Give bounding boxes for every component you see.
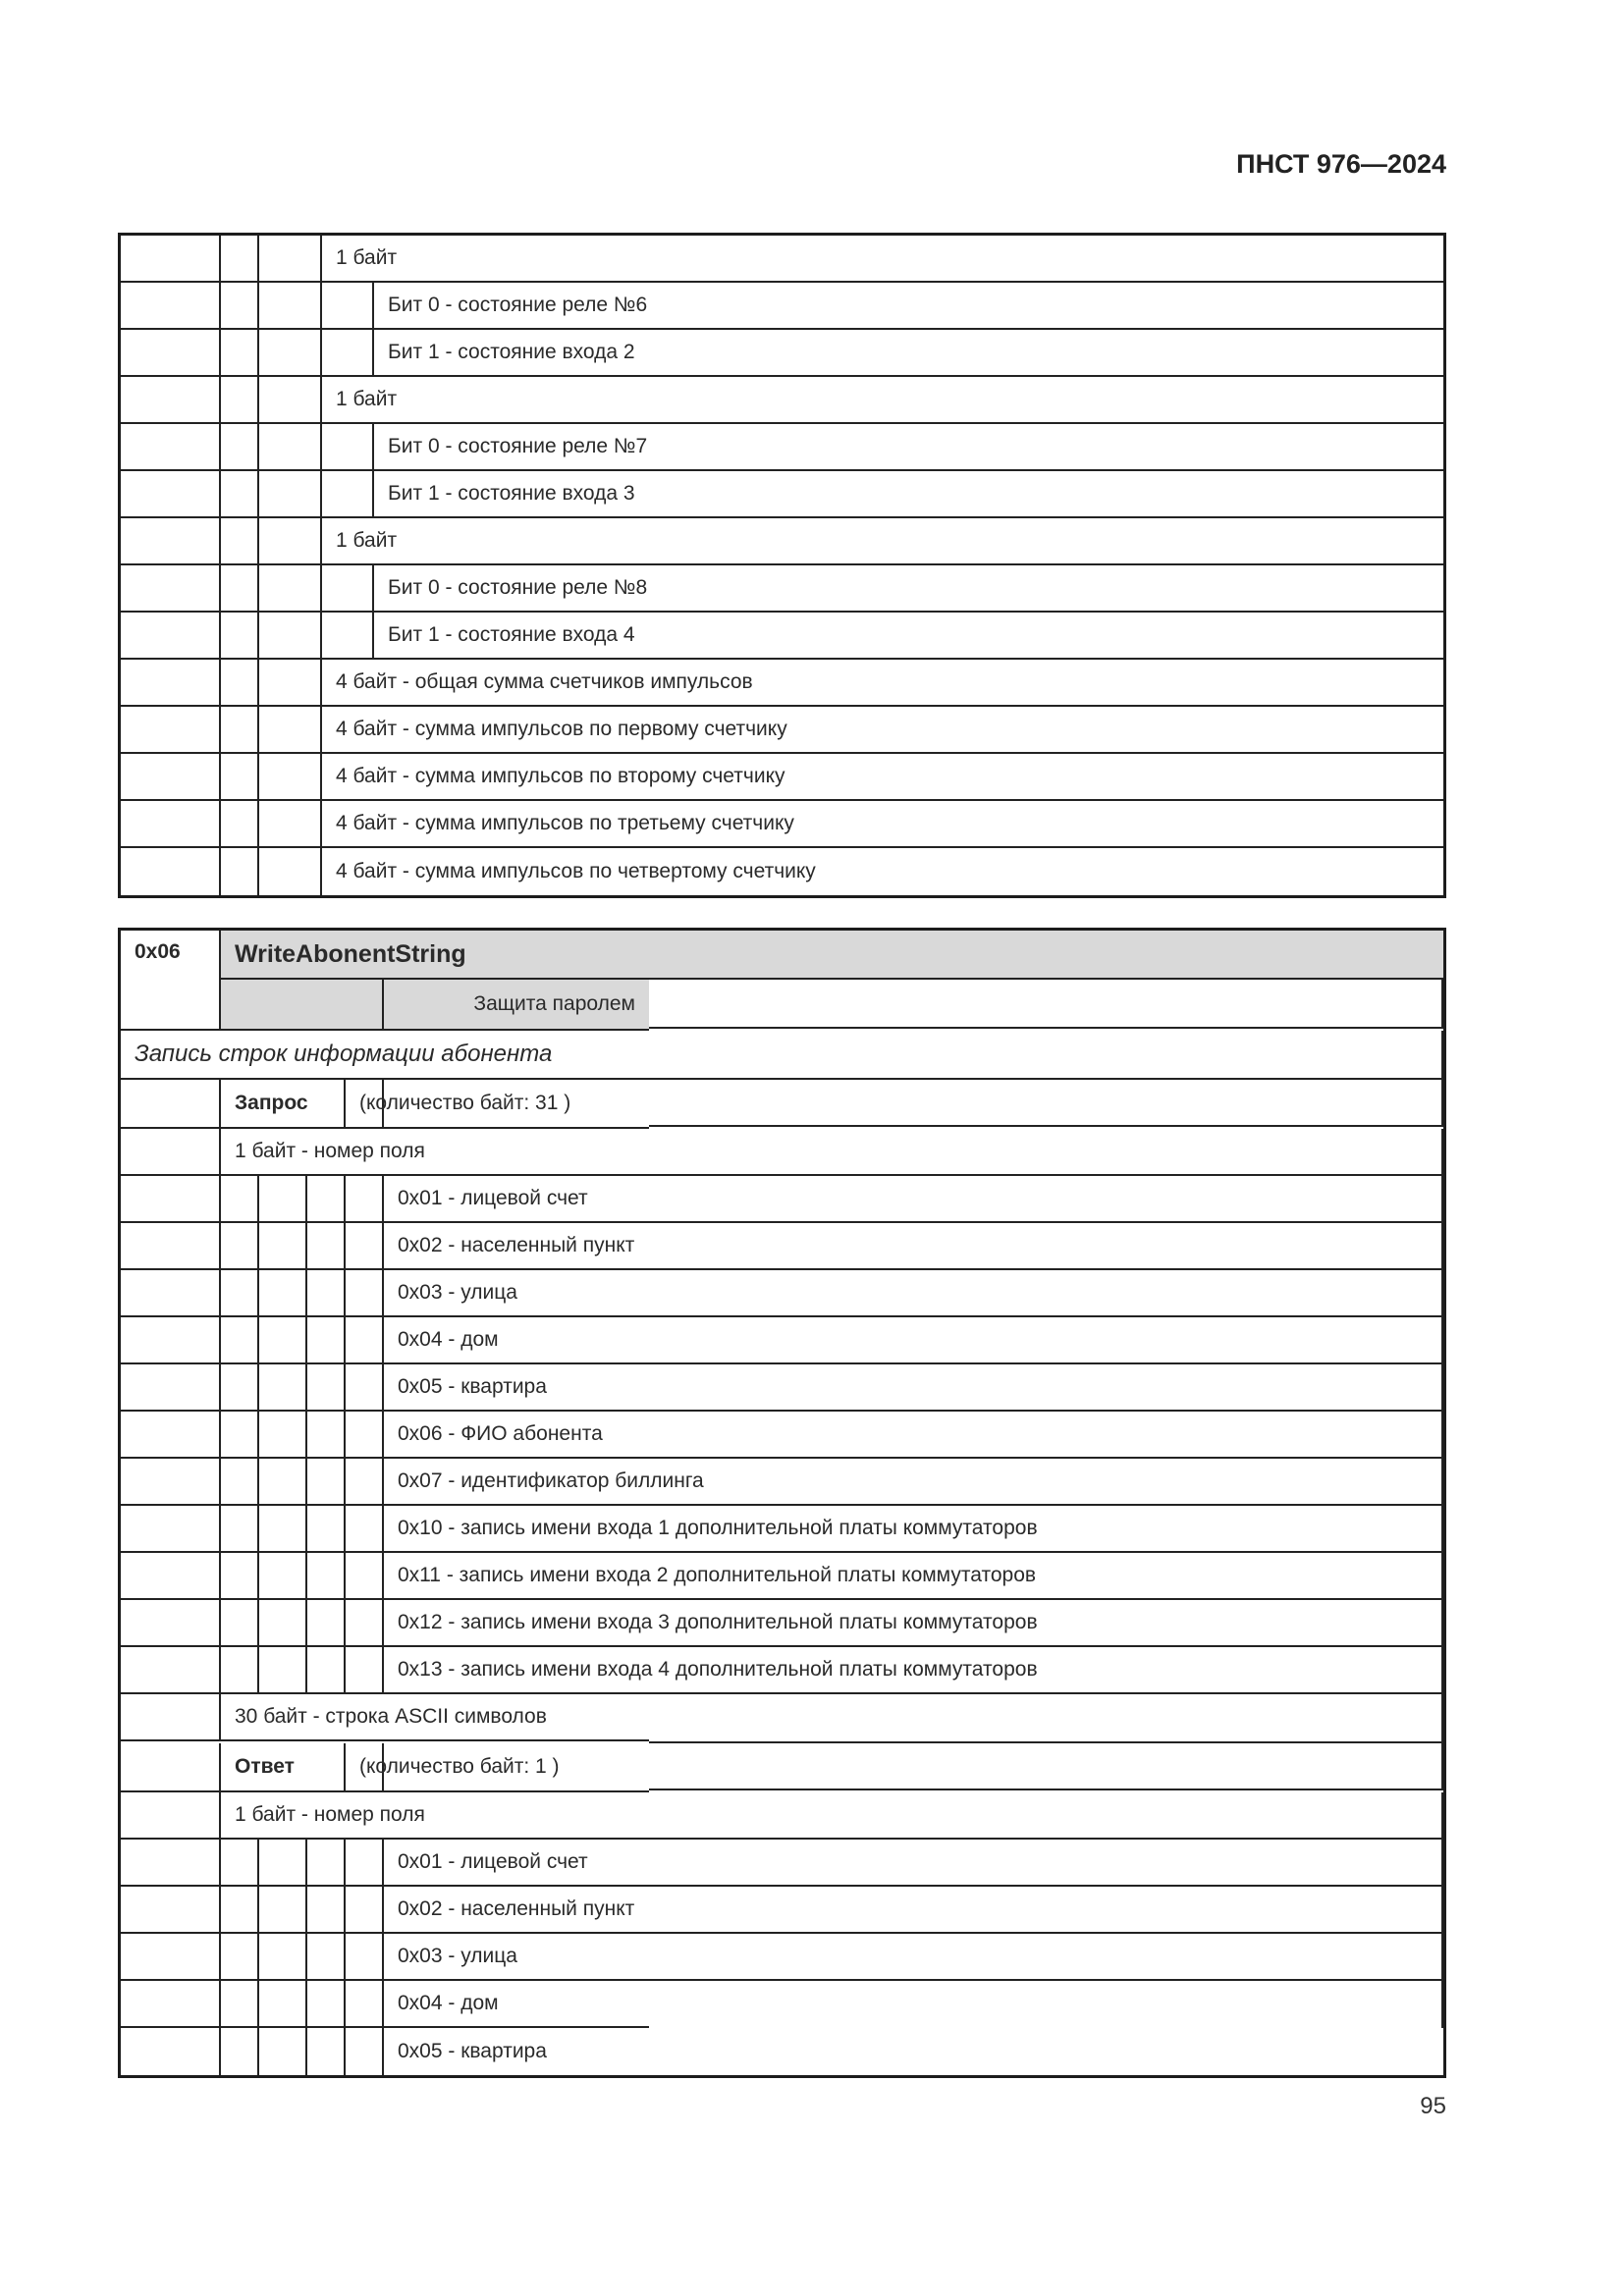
field-option: 0x03 - улица [384,1934,649,1981]
response-label: Ответ [221,1743,346,1792]
field-option: 0x04 - дом [384,1981,649,2028]
command-code: 0x06 [121,931,221,1031]
empty-cell [121,424,221,471]
empty-cell [121,1129,221,1176]
empty-cell [259,1647,307,1694]
empty-cell [121,1647,221,1694]
empty-cell [121,377,221,424]
empty-cell [221,377,259,424]
empty-cell [221,424,259,471]
field-option: 0x07 - идентификатор биллинга [384,1459,649,1506]
empty-cell [221,1412,259,1459]
empty-cell [649,1981,1443,2028]
empty-cell [649,1270,1443,1317]
empty-cell [346,1553,384,1600]
empty-cell [259,518,322,565]
bit-description: Бит 1 - состояние входа 2 [374,330,1443,377]
empty-cell [121,1412,221,1459]
page-number: 95 [1420,2093,1446,2119]
empty-cell [221,471,259,518]
byte-description: 4 байт - сумма импульсов по третьему счетчику [322,801,1443,848]
field-option: 0x02 - населенный пункт [384,1223,649,1270]
field-option: 0x11 - запись имени входа 2 дополнительной платы коммутаторов [384,1553,649,1600]
empty-cell [259,1364,307,1412]
empty-cell [346,1317,384,1364]
empty-cell [221,1600,259,1647]
empty-cell [307,1364,346,1412]
empty-cell [346,1647,384,1694]
request-field-number: 1 байт - номер поля [221,1129,649,1176]
empty-cell [649,1129,1443,1176]
table-write-abonent-string [118,928,1446,2078]
command-name: WriteAbonentString [221,931,1443,980]
request-label: Запрос [221,1080,346,1129]
empty-cell [649,980,1443,1029]
empty-cell [221,1981,259,2028]
empty-cell [221,1506,259,1553]
empty-cell [221,1887,259,1934]
empty-cell [121,1600,221,1647]
empty-cell [649,1840,1443,1887]
empty-cell [221,980,384,1031]
empty-cell [307,1176,346,1223]
empty-cell [121,1176,221,1223]
empty-cell [346,1176,384,1223]
byte-description: 1 байт [322,236,1443,283]
empty-cell [121,1694,221,1741]
empty-cell [649,1647,1443,1694]
empty-cell [259,1600,307,1647]
empty-cell [221,660,259,707]
empty-cell [221,1553,259,1600]
empty-cell [121,283,221,330]
empty-cell [384,1743,649,1792]
empty-cell [259,801,322,848]
empty-cell [307,1887,346,1934]
field-option: 0x12 - запись имени входа 3 дополнительной платы коммутаторов [384,1600,649,1647]
empty-cell [259,1553,307,1600]
empty-cell [322,565,374,613]
empty-cell [649,1600,1443,1647]
empty-cell [121,565,221,613]
empty-cell [322,424,374,471]
field-option: 0x04 - дом [384,1317,649,1364]
empty-cell [307,1647,346,1694]
empty-cell [259,1840,307,1887]
empty-cell [221,801,259,848]
empty-cell [649,1317,1443,1364]
empty-cell [649,1694,1443,1743]
request-string-field: 30 байт - строка ASCII символов [221,1694,649,1741]
empty-cell [121,1887,221,1934]
bit-description: Бит 1 - состояние входа 3 [374,471,1443,518]
table-status-bytes [118,233,1446,898]
empty-cell [121,1459,221,1506]
empty-cell [649,1080,1443,1127]
empty-cell [259,424,322,471]
field-option: 0x06 - ФИО абонента [384,1412,649,1459]
empty-cell [649,1176,1443,1223]
empty-cell [121,1553,221,1600]
empty-cell [307,2028,346,2075]
empty-cell [322,613,374,660]
empty-cell [259,1506,307,1553]
response-byte-count: (количество байт: 1 ) [346,1743,384,1792]
empty-cell [649,1743,1443,1790]
empty-cell [346,1270,384,1317]
empty-cell [221,1934,259,1981]
empty-cell [649,1412,1443,1459]
empty-cell [259,1270,307,1317]
empty-cell [307,1934,346,1981]
bit-description: Бит 0 - состояние реле №8 [374,565,1443,613]
empty-cell [649,1364,1443,1412]
bit-description: Бит 0 - состояние реле №6 [374,283,1443,330]
empty-cell [259,1412,307,1459]
empty-cell [121,1792,221,1840]
empty-cell [259,330,322,377]
empty-cell [121,848,221,895]
empty-cell [259,1459,307,1506]
empty-cell [259,848,322,895]
empty-cell [259,1981,307,2028]
request-byte-count: (количество байт: 31 ) [346,1080,384,1129]
document-code: ПНСТ 976—2024 [1236,149,1446,179]
empty-cell [259,565,322,613]
empty-cell [121,518,221,565]
empty-cell [221,283,259,330]
field-option: 0x05 - квартира [384,1364,649,1412]
empty-cell [307,1459,346,1506]
empty-cell [121,613,221,660]
empty-cell [649,1223,1443,1270]
empty-cell [649,1506,1443,1553]
empty-cell [649,1792,1443,1840]
empty-cell [649,1031,1443,1080]
empty-cell [221,236,259,283]
empty-cell [259,754,322,801]
empty-cell [346,1981,384,2028]
empty-cell [259,613,322,660]
empty-cell [307,1553,346,1600]
empty-cell [221,1270,259,1317]
empty-cell [307,1270,346,1317]
empty-cell [121,1270,221,1317]
empty-cell [649,1887,1443,1934]
empty-cell [221,330,259,377]
empty-cell [259,707,322,754]
empty-cell [221,2028,259,2075]
empty-cell [346,1459,384,1506]
empty-cell [121,1080,221,1129]
empty-cell [259,1887,307,1934]
bit-description: Бит 1 - состояние входа 4 [374,613,1443,660]
empty-cell [221,1840,259,1887]
field-option: 0x01 - лицевой счет [384,1176,649,1223]
empty-cell [121,1317,221,1364]
empty-cell [649,1459,1443,1506]
empty-cell [259,1176,307,1223]
empty-cell [649,1553,1443,1600]
empty-cell [346,1934,384,1981]
byte-description: 1 байт [322,518,1443,565]
byte-description: 4 байт - общая сумма счетчиков импульсов [322,660,1443,707]
empty-cell [259,377,322,424]
field-option: 0x13 - запись имени входа 4 дополнительной платы коммутаторов [384,1647,649,1694]
empty-cell [322,330,374,377]
empty-cell [121,1506,221,1553]
empty-cell [121,330,221,377]
empty-cell [346,1887,384,1934]
empty-cell [221,1364,259,1412]
empty-cell [259,2028,307,2075]
empty-cell [221,1176,259,1223]
password-protection: Защита паролем [384,980,649,1031]
empty-cell [346,1412,384,1459]
byte-description: 4 байт - сумма импульсов по четвертому счетчику [336,860,816,882]
empty-cell [307,1506,346,1553]
empty-cell [259,236,322,283]
empty-cell [259,1934,307,1981]
empty-cell [221,518,259,565]
empty-cell [221,1459,259,1506]
empty-cell [121,1840,221,1887]
empty-cell [221,1223,259,1270]
empty-cell [346,1506,384,1553]
empty-cell [121,1934,221,1981]
empty-cell [221,565,259,613]
empty-cell [221,754,259,801]
empty-cell [121,2028,221,2075]
empty-cell [307,1600,346,1647]
empty-cell [121,236,221,283]
empty-cell [259,283,322,330]
empty-cell [221,848,259,895]
empty-cell [346,1364,384,1412]
empty-cell [221,1317,259,1364]
field-option: 0x10 - запись имени входа 1 дополнительной платы коммутаторов [384,1506,649,1553]
empty-cell [121,1364,221,1412]
field-option: 0x05 - квартира [398,2040,547,2062]
empty-cell [259,471,322,518]
empty-cell [307,1317,346,1364]
empty-cell [121,801,221,848]
field-option: 0x03 - улица [384,1270,649,1317]
field-option: 0x02 - населенный пункт [384,1887,649,1934]
empty-cell [221,1647,259,1694]
empty-cell [346,2028,384,2075]
empty-cell [221,707,259,754]
empty-cell [307,1412,346,1459]
empty-cell [346,1223,384,1270]
empty-cell [259,1223,307,1270]
empty-cell [649,1934,1443,1981]
empty-cell [322,471,374,518]
bit-description: Бит 0 - состояние реле №7 [374,424,1443,471]
empty-cell [121,1223,221,1270]
empty-cell [307,1223,346,1270]
empty-cell [121,1743,221,1792]
byte-description: 4 байт - сумма импульсов по первому счетчику [322,707,1443,754]
empty-cell [121,1981,221,2028]
response-field-number: 1 байт - номер поля [221,1792,649,1840]
command-description: Запись строк информации абонента [121,1031,649,1080]
empty-cell [121,471,221,518]
field-option: 0x01 - лицевой счет [384,1840,649,1887]
empty-cell [259,1317,307,1364]
empty-cell [121,754,221,801]
empty-cell [259,660,322,707]
empty-cell [121,660,221,707]
empty-cell [384,1080,649,1129]
empty-cell [307,1840,346,1887]
empty-cell [121,707,221,754]
empty-cell [221,613,259,660]
empty-cell [346,1600,384,1647]
empty-cell [322,283,374,330]
byte-description: 4 байт - сумма импульсов по второму счетчику [322,754,1443,801]
empty-cell [346,1840,384,1887]
empty-cell [307,1981,346,2028]
byte-description: 1 байт [322,377,1443,424]
